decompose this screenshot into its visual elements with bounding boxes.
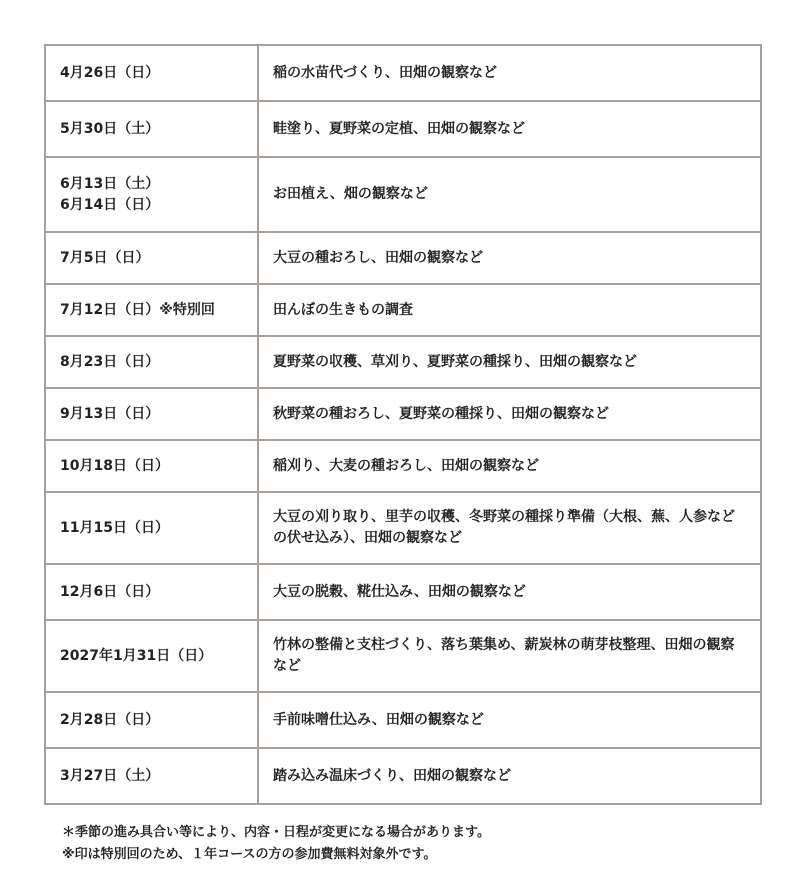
schedule-date-cell (45, 564, 258, 620)
schedule-row (45, 101, 761, 157)
schedule-description-cell (258, 284, 761, 336)
schedule-row (45, 45, 761, 101)
schedule-date-cell (45, 232, 258, 284)
schedule-description: 秋野菜の種おろし、夏野菜の種採り、田畑の観察など (273, 405, 609, 422)
schedule-date: 12月6日（日） (60, 583, 160, 600)
schedule-date-cell (45, 748, 258, 804)
schedule-row (45, 388, 761, 440)
schedule-row (45, 620, 761, 692)
schedule-description: 大豆の脱穀、糀仕込み、田畑の観察など (273, 583, 526, 600)
schedule-description: 竹林の整備と支柱づくり、落ち葉集め、薪炭林の萌芽枝整理、田畑の観察など (273, 637, 735, 674)
schedule-date-cell (45, 620, 258, 692)
schedule-description-cell (258, 692, 761, 748)
schedule-date: 6月14日（日） (60, 196, 160, 213)
schedule-description: 大豆の刈り取り、里芋の収穫、冬野菜の種採り準備（大根、蕪、人参などの伏せ込み）、田畑の観察など (273, 509, 735, 546)
schedule-date: 7月12日（日）※特別回 (60, 301, 215, 318)
schedule-date: 2027年1月31日（日） (60, 647, 213, 664)
footnote-special-session: ※印は特別回のため、１年コースの方の参加費無料対象外です。 (62, 847, 437, 862)
schedule-row (45, 157, 761, 232)
schedule-date: 8月23日（日） (60, 353, 160, 370)
schedule-date: 9月13日（日） (60, 405, 160, 422)
schedule-description: 手前味噌仕込み、田畑の観察など (273, 711, 484, 728)
schedule-date: 3月27日（土） (60, 767, 160, 784)
schedule-row (45, 440, 761, 492)
schedule-date-cell (45, 336, 258, 388)
schedule-date-cell (45, 692, 258, 748)
schedule-row (45, 232, 761, 284)
schedule-description-cell (258, 157, 761, 232)
schedule-description-cell (258, 440, 761, 492)
schedule-row (45, 336, 761, 388)
schedule-row (45, 748, 761, 804)
footnotes (62, 822, 490, 866)
schedule-row (45, 492, 761, 564)
schedule-date: 11月15日（日） (60, 519, 169, 536)
schedule-description: 踏み込み温床づくり、田畑の観察など (273, 767, 511, 784)
footnote-schedule-change: ＊季節の進み具合い等により、内容・日程が変更になる場合があります。 (62, 825, 490, 840)
schedule-date-cell (45, 45, 258, 101)
schedule-description-cell (258, 564, 761, 620)
schedule-table-body (45, 45, 761, 804)
schedule-date: 2月28日（日） (60, 711, 160, 728)
schedule-row (45, 564, 761, 620)
schedule-description-cell (258, 388, 761, 440)
schedule-description-cell (258, 101, 761, 157)
schedule-date-cell (45, 388, 258, 440)
schedule-date-cell (45, 101, 258, 157)
schedule-table (44, 44, 762, 805)
schedule-description: 田んぼの生きもの調査 (273, 301, 413, 318)
schedule-description-cell (258, 232, 761, 284)
schedule-description: 稲刈り、大麦の種おろし、田畑の観察など (273, 457, 539, 474)
schedule-date-cell (45, 440, 258, 492)
schedule-description-cell (258, 45, 761, 101)
schedule-date: 7月5日（日） (60, 249, 150, 266)
schedule-description-cell (258, 492, 761, 564)
schedule-date: 6月13日（土） (60, 175, 160, 192)
schedule-date: 4月26日（日） (60, 64, 160, 81)
schedule-date-cell (45, 492, 258, 564)
schedule-date-cell (45, 157, 258, 232)
schedule-row (45, 692, 761, 748)
schedule-date-cell (45, 284, 258, 336)
schedule-description: 稲の水苗代づくり、田畑の観察など (273, 64, 497, 81)
schedule-description-cell (258, 336, 761, 388)
schedule-row (45, 284, 761, 336)
schedule-date: 10月18日（日） (60, 457, 169, 474)
schedule-description-cell (258, 748, 761, 804)
schedule-date: 5月30日（土） (60, 120, 160, 137)
schedule-description: 大豆の種おろし、田畑の観察など (273, 249, 483, 266)
schedule-description: お田植え、畑の観察など (273, 186, 428, 202)
schedule-description-cell (258, 620, 761, 692)
schedule-description: 畦塗り、夏野菜の定植、田畑の観察など (273, 120, 525, 137)
schedule-description: 夏野菜の収穫、草刈り、夏野菜の種採り、田畑の観察など (273, 353, 637, 370)
